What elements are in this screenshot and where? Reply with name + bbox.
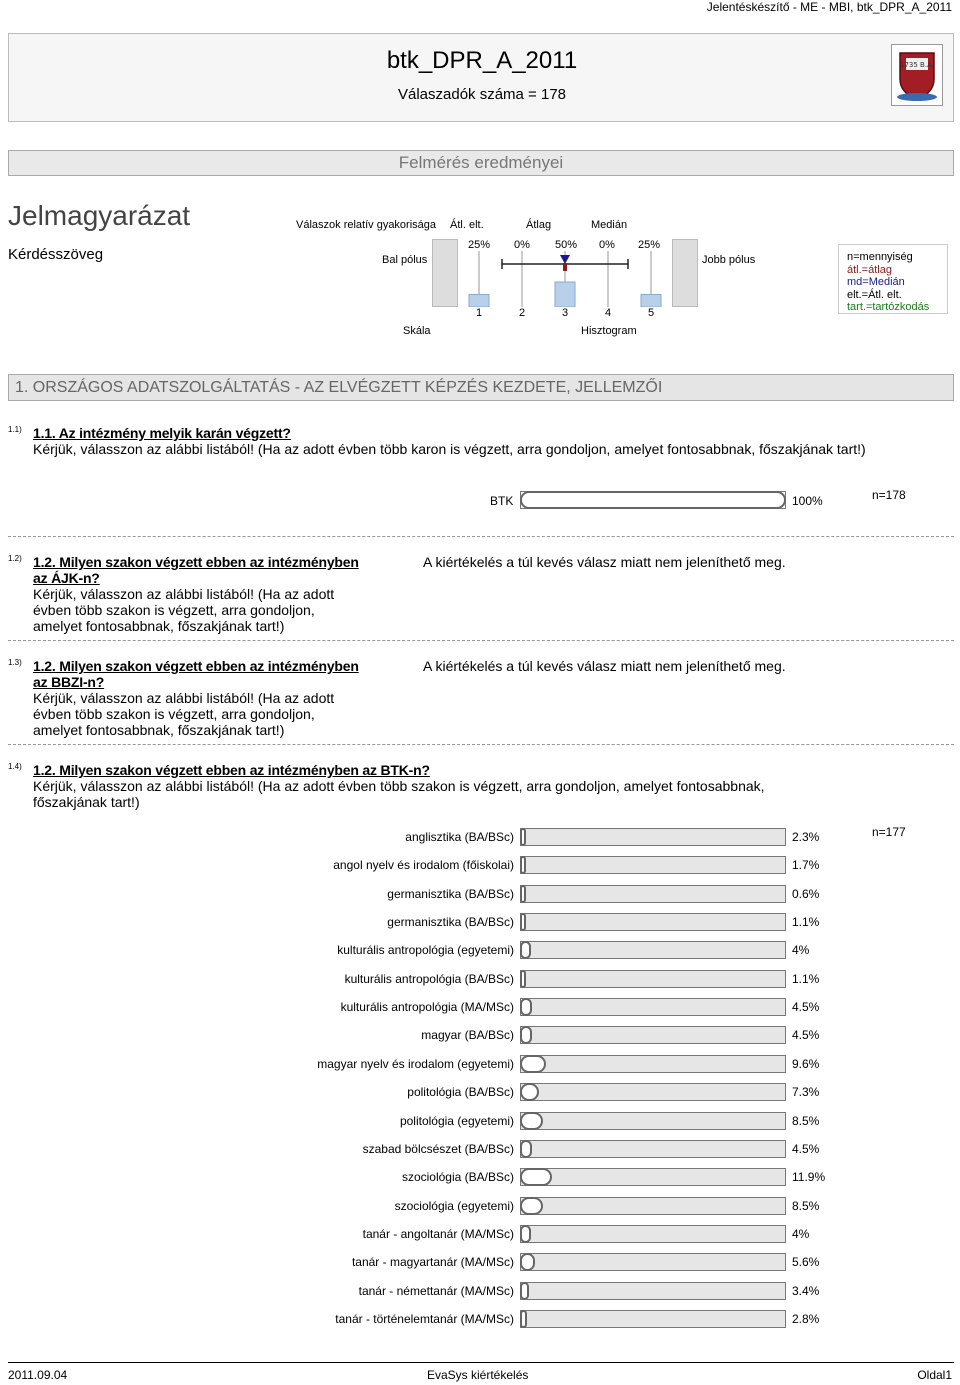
bar-value-label: 1.7% <box>792 858 820 873</box>
bar-category-label: germanisztika (BA/BSc) <box>387 886 514 901</box>
legend-right-pole: Jobb pólus <box>702 254 756 266</box>
bar-category-label: szociológia (egyetemi) <box>394 1198 514 1213</box>
legend-pct-5: 25% <box>638 239 661 251</box>
bar-track <box>520 1168 786 1186</box>
legend-scale-4: 4 <box>605 307 612 319</box>
bar-category-label: germanisztika (BA/BSc) <box>387 915 514 930</box>
q14-bar-chart <box>0 826 960 1336</box>
q11-n: n=178 <box>872 488 906 502</box>
legend-key-abstain: tart.=tartózkodás <box>847 301 930 313</box>
divider <box>8 536 954 537</box>
q12-note: A kiértékelés a túl kevés válasz miatt nem jeleníthető meg. <box>423 554 786 570</box>
bar-value-label: 0.6% <box>792 886 820 901</box>
divider <box>8 640 954 641</box>
legend-pct-3: 50% <box>555 239 578 251</box>
q12-text-line1: Kérjük, válasszon az alábbi listából! (Ha az adott <box>33 586 335 602</box>
right-pole-box <box>672 239 698 307</box>
legend-mean: Átlag <box>526 219 552 231</box>
bar <box>520 1282 529 1300</box>
results-band-label: Felmérés eredményei <box>398 153 564 172</box>
bar-category-label: politológia (egyetemi) <box>399 1113 514 1128</box>
q11-text: Kérjük, válasszon az alábbi listából! (Ha az adott évben több karon is végzett, arra gondoljon, amelyet fontosabbnak, főszakjának tart!) <box>33 441 866 457</box>
logo-text: 1735 B.A. <box>900 61 934 69</box>
bar-category-label: magyar (BA/BSc) <box>421 1028 514 1043</box>
legend-pct-2: 0% <box>514 239 530 251</box>
bar-value-label: 1.1% <box>792 915 820 930</box>
footer-divider <box>8 1362 954 1363</box>
survey-title: btk_DPR_A_2011 <box>386 47 578 74</box>
q14-number: 1.4) <box>8 762 22 771</box>
q13-note: A kiértékelés a túl kevés válasz miatt nem jeleníthető meg. <box>423 658 786 674</box>
legend-rel-freq: Válaszok relatív gyakorisága <box>296 219 437 231</box>
q14-n: n=177 <box>872 825 906 839</box>
bar-category-label: magyar nyelv és irodalom (egyetemi) <box>317 1056 514 1071</box>
bar-category-label: politológia (BA/BSc) <box>407 1085 514 1100</box>
bar <box>520 913 526 931</box>
crest-icon <box>892 45 942 105</box>
bar-category-label: tanár - angoltanár (MA/MSc) <box>362 1226 514 1241</box>
bar-track <box>520 998 786 1016</box>
legend-scale-5: 5 <box>648 307 655 319</box>
legend-median: Medián <box>591 219 628 231</box>
bar-value-label: 4% <box>792 943 810 958</box>
bar-category-label: kulturális antropológia (egyetemi) <box>337 943 514 958</box>
q13-text-line3: amelyet fontosabbnak, főszakjának tart!) <box>33 722 285 738</box>
legend-scale: Skála <box>403 325 431 337</box>
bar <box>520 1168 552 1186</box>
legend-key-box <box>838 244 948 314</box>
bar-value-label: 3.4% <box>792 1283 820 1298</box>
q11-bar-fill <box>520 491 786 509</box>
bar-track <box>520 913 786 931</box>
legend-key-mean: átl.=átlag <box>847 263 892 276</box>
q12-number: 1.2) <box>8 554 22 563</box>
bar <box>520 828 526 846</box>
bar-value-label: 9.6% <box>792 1056 820 1071</box>
legend-scale-3: 3 <box>562 307 569 319</box>
q13-title-line2: az BBZI-n? <box>33 674 105 690</box>
legend-key-dev: elt.=Átl. elt. <box>847 288 902 301</box>
bar <box>520 998 532 1016</box>
bar <box>520 970 526 988</box>
bar-track <box>520 1055 786 1073</box>
bar-track <box>520 1140 786 1158</box>
section-1-title: 1. ORSZÁGOS ADATSZOLGÁLTATÁS - AZ ELVÉGZETT KÉPZÉS KEZDETE, JELLEMZŐI <box>15 379 663 396</box>
bar-track <box>520 885 786 903</box>
q12-text-line3: amelyet fontosabbnak, főszakjának tart!) <box>33 618 285 634</box>
bar-value-label: 4.5% <box>792 1141 820 1156</box>
bar-track <box>520 1310 786 1328</box>
results-band <box>8 150 954 176</box>
bar <box>520 1112 543 1130</box>
bar <box>520 941 531 959</box>
bar <box>520 1055 546 1073</box>
bar-track <box>520 970 786 988</box>
q12-text-line2: évben több szakon is végzett, arra gondoljon, <box>33 602 315 618</box>
bar <box>520 1026 532 1044</box>
bar-track <box>520 1253 786 1271</box>
legend-question-text: Kérdésszöveg <box>8 246 104 263</box>
university-logo <box>891 44 943 106</box>
legend-pct-1: 25% <box>468 239 491 251</box>
legend-hist-bar <box>555 282 575 307</box>
report-header <box>8 33 954 122</box>
bar-track <box>520 1225 786 1243</box>
bar-track <box>520 1282 786 1300</box>
legend-histogram: Hisztogram <box>581 325 637 337</box>
bar-category-label: tanár - némettanár (MA/MSc) <box>358 1283 514 1298</box>
q11-bar <box>520 491 786 509</box>
bar-value-label: 8.5% <box>792 1113 820 1128</box>
bar-category-label: szabad bölcsészet (BA/BSc) <box>362 1141 514 1156</box>
bar-value-label: 7.3% <box>792 1085 820 1100</box>
footer-date: 2011.09.04 <box>8 1368 68 1382</box>
bar-value-label: 4.5% <box>792 1028 820 1043</box>
legend-title: Jelmagyarázat <box>8 200 191 231</box>
bar-track <box>520 941 786 959</box>
bar-value-label: 8.5% <box>792 1198 820 1213</box>
q11-bar-label: BTK <box>490 494 514 508</box>
legend-hist-bar <box>641 295 661 308</box>
divider <box>8 744 954 745</box>
bar-category-label: kulturális antropológia (BA/BSc) <box>344 971 514 986</box>
q11-number: 1.1) <box>8 425 22 434</box>
bar <box>520 1253 535 1271</box>
q13-number: 1.3) <box>8 658 22 667</box>
q11-bar-pct: 100% <box>792 494 823 508</box>
legend-hist-bar <box>469 295 489 308</box>
legend-std-dev: Átl. elt. <box>450 219 484 231</box>
bar-value-label: 11.9% <box>792 1170 826 1185</box>
bar <box>520 1083 539 1101</box>
footer-page: Oldal1 <box>917 1368 952 1382</box>
q12-title-line2: az ÁJK-n? <box>33 570 100 586</box>
bar-track <box>520 1026 786 1044</box>
bar-category-label: kulturális antropológia (MA/MSc) <box>340 1000 514 1015</box>
q12-title-line1: 1.2. Milyen szakon végzett ebben az intézményben <box>33 554 359 570</box>
q14-title: 1.2. Milyen szakon végzett ebben az intézményben az BTK-n? <box>33 762 430 778</box>
bar-track <box>520 1112 786 1130</box>
bar-value-label: 1.1% <box>792 971 820 986</box>
bar <box>520 856 526 874</box>
legend-left-pole: Bal pólus <box>382 254 428 266</box>
bar-category-label: tanár - magyartanár (MA/MSc) <box>351 1255 514 1270</box>
legend-scale-2: 2 <box>519 307 526 319</box>
bar-value-label: 2.8% <box>792 1311 820 1326</box>
left-pole-box <box>432 239 458 307</box>
bar-category-label: anglisztika (BA/BSc) <box>405 830 514 844</box>
report-generator-label: Jelentéskészítő - ME - MBI, btk_DPR_A_2011 <box>706 0 952 14</box>
bar-value-label: 4.5% <box>792 1000 820 1015</box>
bar-category-label: tanár - történelemtanár (MA/MSc) <box>335 1311 514 1326</box>
legend-key-n: n=mennyiség <box>847 251 913 263</box>
bar <box>520 1197 543 1215</box>
bar-track <box>520 1197 786 1215</box>
q11-title: 1.1. Az intézmény melyik karán végzett? <box>33 425 291 441</box>
bar-track <box>520 1083 786 1101</box>
bar <box>520 1310 527 1328</box>
bar-category-label: szociológia (BA/BSc) <box>401 1170 514 1185</box>
bar-value-label: 2.3% <box>792 830 820 844</box>
respondent-count: Válaszadók száma = 178 <box>397 86 567 103</box>
q14-text-line2: főszakjának tart!) <box>33 794 140 810</box>
q13-text-line2: évben több szakon is végzett, arra gondoljon, <box>33 706 315 722</box>
legend-pct-4: 0% <box>599 239 615 251</box>
bar <box>520 1140 532 1158</box>
bar-category-label: angol nyelv és irodalom (főiskolai) <box>333 858 514 873</box>
section-1-band <box>8 374 954 401</box>
footer-center: EvaSys kiértékelés <box>427 1368 529 1382</box>
bar <box>520 885 526 903</box>
q14-text-line1: Kérjük, válasszon az alábbi listából! (Ha az adott évben több szakon is végzett, arra gondoljon, amelyet fontosabbnak, <box>33 778 765 794</box>
bar-track <box>520 828 786 846</box>
q13-text-line1: Kérjük, válasszon az alábbi listából! (Ha az adott <box>33 690 335 706</box>
bar-value-label: 5.6% <box>792 1255 820 1270</box>
bar <box>520 1225 531 1243</box>
bar-track <box>520 856 786 874</box>
legend-key-median: md=Medián <box>847 276 905 288</box>
q13-title-line1: 1.2. Milyen szakon végzett ebben az intézményben <box>33 658 359 674</box>
bar-value-label: 4% <box>792 1226 810 1241</box>
legend-scale-1: 1 <box>476 307 483 319</box>
